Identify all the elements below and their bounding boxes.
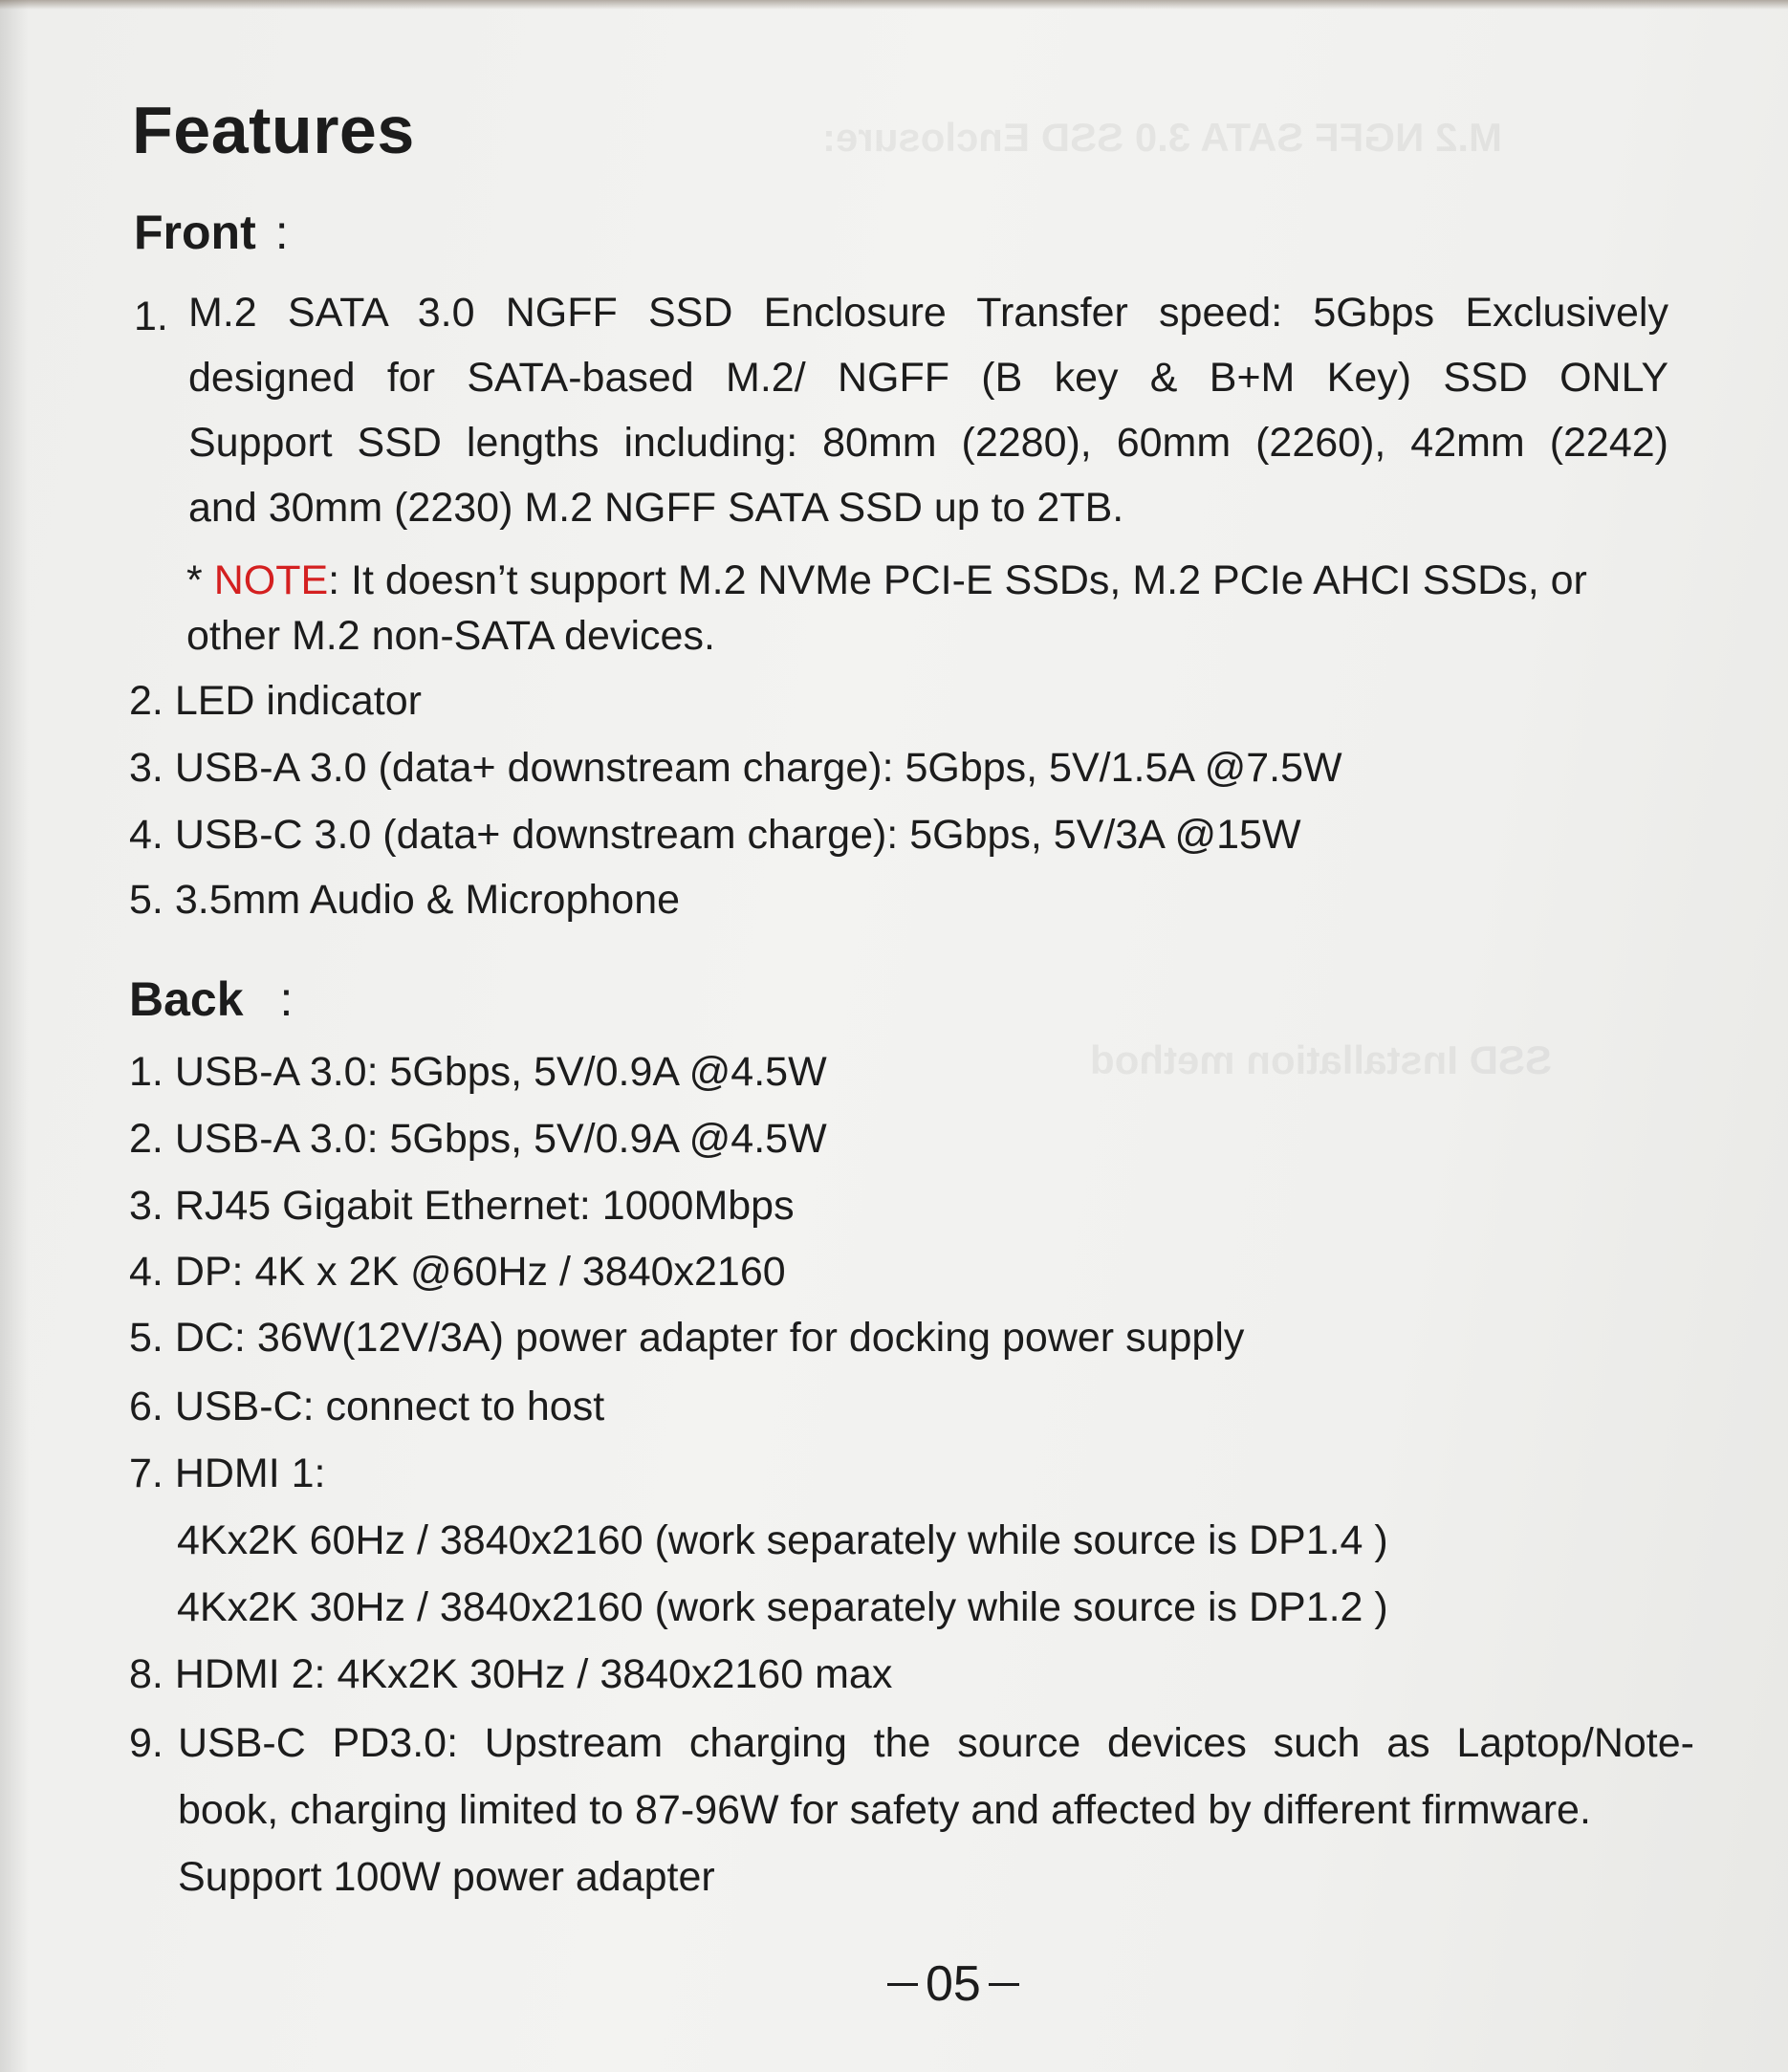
list-number: 8.: [129, 1651, 164, 1697]
list-text: HDMI 1:: [174, 1450, 326, 1496]
back-item-7: [129, 1450, 326, 1496]
list-number: 4.: [129, 812, 164, 858]
list-text: 3.5mm Audio & Microphone: [174, 877, 681, 923]
list-number: 4.: [129, 1249, 164, 1295]
back-heading: [129, 971, 293, 1027]
back-item-1: [129, 1049, 827, 1095]
back-item-9-line-2: book, charging limited to 87-96W for safety and affected by different firmware.: [178, 1787, 1591, 1833]
page-title: Features: [132, 93, 415, 167]
show-through-text: M.2 NGFF SATA 3.0 SSD Enclosure:: [822, 115, 1503, 160]
list-text: LED indicator: [174, 678, 422, 724]
front-item-5: [129, 877, 681, 923]
back-item-8: [129, 1651, 893, 1697]
list-number: 5.: [129, 1315, 164, 1361]
list-text: RJ45 Gigabit Ethernet: 1000Mbps: [174, 1183, 795, 1229]
list-text: USB-A 3.0: 5Gbps, 5V/0.9A @4.5W: [174, 1116, 827, 1162]
page-number: [887, 1955, 1019, 2013]
list-text: HDMI 2: 4Kx2K 30Hz / 3840x2160 max: [174, 1651, 893, 1697]
list-number: 3.: [129, 1183, 164, 1229]
front-item-1-line-1: M.2 SATA 3.0 NGFF SSD Enclosure Transfer speed: 5Gbps Exclusively: [188, 290, 1668, 336]
back-heading-label: Back: [129, 972, 244, 1026]
page-number-dash-right: [989, 1983, 1019, 1986]
back-item-9-line-1: USB-C PD3.0: Upstream charging the source devices such as Laptop/Note-: [178, 1720, 1694, 1766]
back-heading-colon: :: [279, 972, 294, 1026]
list-text: DC: 36W(12V/3A) power adapter for docking power supply: [174, 1315, 1245, 1361]
list-text: USB-A 3.0 (data+ downstream charge): 5Gbps, 5V/1.5A @7.5W: [174, 745, 1342, 791]
hdmi1-sub-line-2: 4Kx2K 30Hz / 3840x2160 (work separately while source is DP1.2 ): [177, 1584, 1388, 1630]
back-item-5: [129, 1315, 1245, 1361]
list-text: USB-C: connect to host: [174, 1384, 605, 1429]
front-item-1-number: 1.: [134, 294, 168, 339]
back-item-6: [129, 1386, 604, 1428]
list-number: 2.: [129, 678, 164, 724]
list-text: USB-A 3.0: 5Gbps, 5V/0.9A @4.5W: [174, 1049, 827, 1095]
page-number-value: 05: [926, 1956, 981, 2012]
front-item-1-line-2: designed for SATA-based M.2/ NGFF (B key & B+M Key) SSD ONLY: [188, 355, 1668, 401]
front-heading: [134, 205, 289, 260]
front-item-4: [129, 812, 1301, 858]
back-item-4: [129, 1249, 786, 1295]
note-text: : It doesn’t support M.2 NVMe PCI-E SSDs, M.2 PCIe AHCI SSDs, or: [328, 557, 1587, 603]
list-text: USB-C 3.0 (data+ downstream charge): 5Gbps, 5V/3A @15W: [174, 812, 1301, 858]
front-item-1-line-4: and 30mm (2230) M.2 NGFF SATA SSD up to 2TB.: [188, 485, 1124, 531]
list-number: 2.: [129, 1116, 164, 1162]
back-item-9-line-3: Support 100W power adapter: [178, 1854, 715, 1900]
front-heading-colon: :: [274, 206, 289, 259]
hdmi1-sub-line-1: 4Kx2K 60Hz / 3840x2160 (work separately while source is DP1.4 ): [177, 1517, 1388, 1563]
note-prefix: *: [186, 557, 214, 603]
list-text: DP: 4K x 2K @60Hz / 3840x2160: [174, 1249, 786, 1295]
note-label: NOTE: [213, 557, 329, 603]
list-number: 3.: [129, 745, 164, 791]
front-item-3: [129, 745, 1342, 791]
page-number-dash-left: [887, 1983, 918, 1986]
list-number: 1.: [129, 1049, 164, 1095]
list-number: 7.: [129, 1450, 164, 1496]
back-item-9-number: 9.: [129, 1720, 164, 1766]
front-item-1-line-3: Support SSD lengths including: 80mm (2280), 60mm (2260), 42mm (2242): [188, 420, 1668, 466]
front-note: [186, 557, 1587, 603]
front-item-2: [129, 678, 422, 724]
back-item-3: [129, 1183, 795, 1229]
list-number: 6.: [129, 1384, 164, 1429]
front-note-line-2: other M.2 non-SATA devices.: [186, 613, 715, 659]
show-through-text: SSD Installation method: [1090, 1037, 1553, 1082]
list-number: 5.: [129, 877, 164, 923]
back-item-2: [129, 1116, 827, 1162]
front-heading-label: Front: [134, 206, 256, 259]
